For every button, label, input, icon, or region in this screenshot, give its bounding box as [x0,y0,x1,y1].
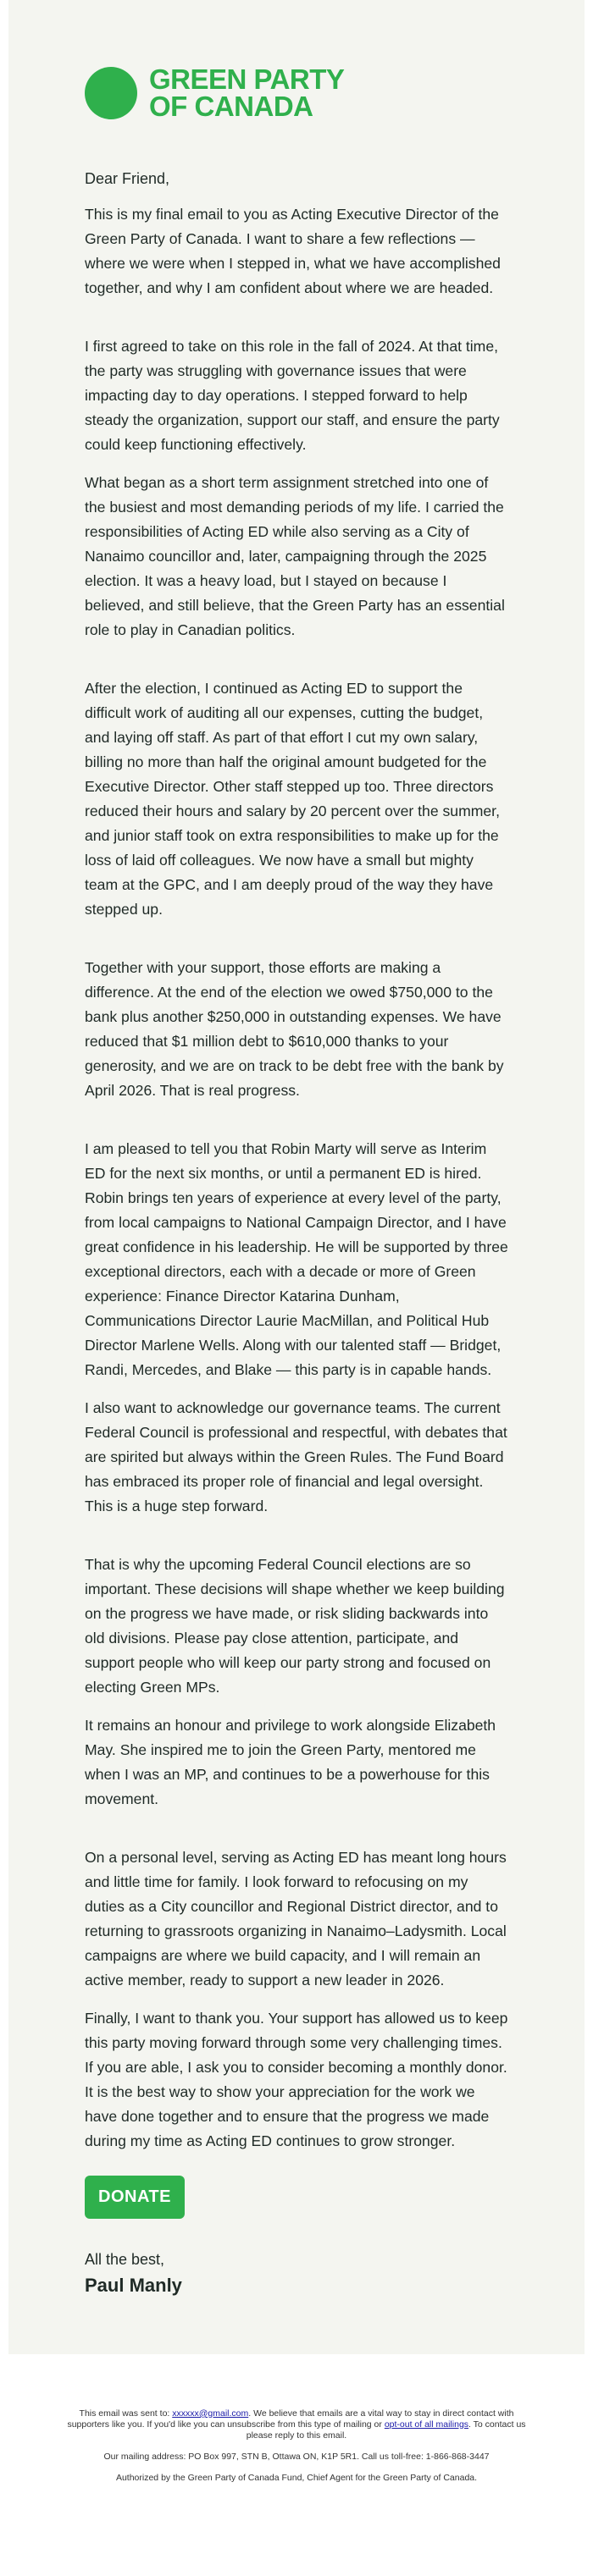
email-footer [59,2408,534,2484]
paragraph-debt: Together with your support, those efforts are making a difference. At the end of the election we owed $750,000 to the bank plus another $250,000 in outstanding expenses. We have reduced that $1 million debt to $610,000 thanks to your generosity, and we are on track to be debt free with the bank by April 2026. That is real progress. [85,958,504,1099]
footer-recipient-email-link[interactable]: xxxxxx@gmail.com [172,2408,249,2419]
letter-card [8,0,585,2354]
paragraph-role-start: I first agreed to take on this role in the fall of 2024. At that time, the party was struggling with governance issues that were impacting day to day operations. I stepped forward to help steady the organization, support our staff, and ensure the party could keep functioning effectively. [85,337,500,453]
paragraph-after-election: After the election, I continued as Acting ED to support the difficult work of auditing all our expenses, cutting the budget, and laying off staff. As part of that effort I cut my own salary, billing no more than half the original amount budgeted for the Executive Director. Other staff stepped up too. Three directors reduced their hours and salary by 20 percent over the summer, and junior staff took on extra responsibilities to make up for the loss of laid off colleagues. We now have a small but mighty team at the GPC, and I am deeply proud of the way they have stepped up. [85,679,500,918]
footer-authorized: Authorized by the Green Party of Canada Fund, Chief Agent for the Green Party of Canada. [115,2472,478,2483]
paragraph-governance: I also want to acknowledge our governance teams. The current Federal Council is professional and respectful, with debates that are spirited but always within the Green Rules. The Fund Board has embraced its proper role of financial and legal oversight. This is a huge step forward. [85,1398,507,1514]
logo-line-2: OF CANADA [149,91,313,123]
paragraph-interim-ed: I am pleased to tell you that Robin Marty will serve as Interim ED for the next six months, or until a permanent ED is hired. Robin brings ten years of experience at every level of the party, from local campaigns to National Campaign Director, and I have great confidence in his leadership. He will be supported by three exceptional directors, each with a decade or more of Green experience: Finance Director Katarina Dunham, Communications Director Laurie MacMillan, and Political Hub Director Marlene Wells. Along with our talented staff — Bridget, Randi, Mercedes, and Blake — this party is in capable hands. [85,1139,508,1378]
footer-sent-notice [59,2408,534,2441]
logo-mark-icon [85,67,137,119]
paragraph-thank-you: Finally, I want to thank you. Your support has allowed us to keep this party moving forward through some very challenging times. If you are able, I ask you to consider becoming a monthly donor. It is the best way to show your appreciation for the work we have done together and to ensure that the progress we made during my time as Acting ED continues to grow stronger. [85,2009,508,2149]
paragraph-personal: On a personal level, serving as Acting ED has meant long hours and little time for family. I look forward to refocusing on my duties as a City councillor and Regional District director, and to returning to grassroots organizing in Nanaimo–Ladysmith. Local campaigns are where we build capacity, and I will remain an active member, ready to support a new leader in 2026. [85,1848,507,1989]
paragraph-council-elections: That is why the upcoming Federal Council elections are so important. These decisions will shape whether we keep building on the progress we have made, or risk sliding backwards into old divisions. Please pay close attention, participate, and support people who will keep our party strong and focused on electing Green MPs. [85,1555,505,1696]
footer-sent-suffix: . We believe that emails are a vital way to stay in direct contact with supporters like you. If you'd like you can unsubscribe from this type of mailing or [67,2408,514,2430]
footer-optout-link[interactable]: opt-out of all mailings [384,2419,469,2430]
greeting: Dear Friend, [85,169,170,187]
donate-button[interactable]: DONATE [85,2176,185,2219]
footer-address: Our mailing address: PO Box 997, STN B, Ottawa ON, K1P 5R1. Call us toll-free: 1-866-868-3447 [103,2451,490,2462]
footer-sent-prefix: This email was sent to: [79,2408,173,2419]
logo-wordmark [149,63,345,123]
signature: Paul Manly [85,2274,182,2296]
green-party-logo[interactable] [85,63,508,123]
signoff: All the best, [85,2250,165,2268]
paragraph-elizabeth-may: It remains an honour and privilege to work alongside Elizabeth May. She inspired me to join the Green Party, mentored me when I was an MP, and continues to be a powerhouse for this movement. [85,1716,496,1807]
logo-line-1: GREEN PARTY [149,63,345,95]
paragraph-intro: This is my final email to you as Acting Executive Director of the Green Party of Canada. I want to share a few reflections — where we were when I stepped in, what we have accomplished together, and why I am confident about where we are headed. [85,205,501,296]
footer-optout-suffix: . To contact us please reply to this email. [246,2419,526,2441]
paragraph-busy-period: What began as a short term assignment stretched into one of the busiest and most demanding periods of my life. I carried the responsibilities of Acting ED while also serving as a City of Nanaimo councillor and, later, campaigning through the 2025 election. It was a heavy load, but I stayed on because I believed, and still believe, that the Green Party has an essential role to play in Canadian politics. [85,473,505,638]
